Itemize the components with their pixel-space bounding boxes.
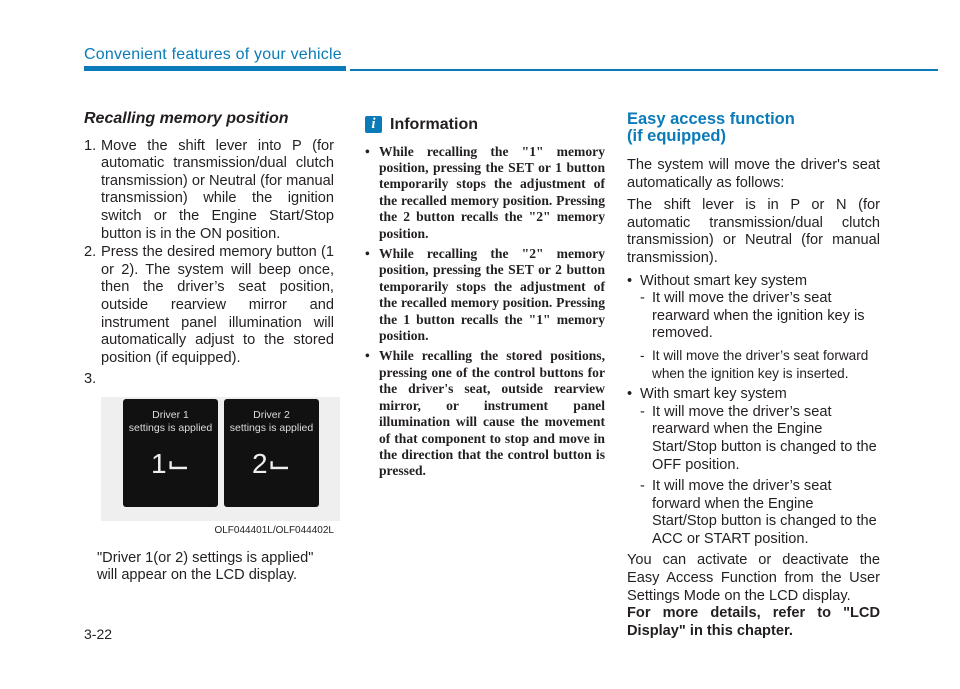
lcd-line: settings is applied: [229, 421, 314, 434]
seat-icon: 1⌙: [150, 447, 191, 479]
step-text: Press the desired memory button (1 or 2). The system will beep once, then the driver’s seat position, outside rearview mirror and instrument panel illumination will automatically adjust to the stored position (if equipped).: [101, 244, 334, 366]
seat-icon: 2⌙: [251, 447, 292, 479]
information-box: [365, 116, 605, 484]
list-item-text: Without smart key system: [640, 272, 808, 289]
sub-item-text: It will move the driver’s seat forward when the ignition key is inserted.: [652, 347, 869, 381]
list-item-text: While recalling the "2" memory position, pressing the SET or 2 button temporarily stops the adjustment of the recalled memory position. Pressing the 1 button recalls the "1" memory position.: [379, 246, 605, 344]
list-item-text: With smart key system: [640, 386, 787, 403]
lcd-line: Driver 2: [253, 408, 290, 421]
header-rule: [350, 69, 938, 71]
section-header: Convenient features of your vehicle: [84, 46, 342, 63]
information-title: Information: [390, 116, 478, 133]
lcd-line: settings is applied: [128, 421, 213, 434]
heading-line: Easy access function: [627, 110, 795, 128]
information-list: [365, 144, 605, 480]
list-item: • While recalling the "2" memory position, pressing the SET or 2 button temporarily stops the adjustment of the recalled memory position. Pressing the 1 button recalls the "1" memory position.: [365, 246, 605, 344]
lcd-line: Driver 1: [152, 408, 189, 421]
left-column: [84, 110, 334, 585]
memory-digit: 1: [150, 447, 167, 479]
step-number: 3.: [84, 371, 97, 388]
right-column: [627, 111, 880, 645]
memory-digit: 2: [251, 447, 268, 479]
lcd-panel-driver-2: [224, 399, 319, 507]
paragraph: The system will move the driver's seat automatically as follows:: [627, 157, 880, 191]
paragraph-bold: For more details, refer to "LCD Display" in this chapter.: [627, 605, 880, 639]
page-number: 3-22: [84, 626, 113, 642]
step-note: "Driver 1(or 2) settings is applied" will appear on the LCD display.: [97, 549, 314, 584]
header-bar: [84, 66, 346, 71]
list-item: • While recalling the stored positions, pressing one of the control buttons for the driver's seat, outside rearview mirror, or instrument panel illumination will cause the movement of that component to stop and move in the direction that the control button is pressed.: [365, 348, 605, 479]
info-icon: i: [365, 116, 382, 133]
heading-line: (if equipped): [627, 127, 726, 145]
sub-item: - It will move the driver’s seat forward when the Engine Start/Stop button is changed to the ACC or START position.: [640, 478, 880, 548]
list-item: • While recalling the "1" memory position, pressing the SET or 1 button temporarily stops the adjustment of the recalled memory position. Pressing the 2 button recalls the "2" memory position.: [365, 143, 605, 241]
sub-item-text: It will move the driver’s seat rearward when the ignition key is removed.: [652, 290, 865, 342]
paragraph: You can activate or deactivate the Easy Access Function from the User Settings Mode on the LCD display.: [627, 552, 880, 604]
sub-item-text: It will move the driver’s seat rearward when the Engine Start/Stop button is changed to the OFF position.: [652, 403, 877, 473]
section-heading: [627, 111, 880, 145]
list-item: • Without smart key system: [627, 272, 808, 289]
list-item-text: While recalling the stored positions, pressing one of the control buttons for the driver's seat, outside rearview mirror, or instrument panel illumination will cause the movement of that component to stop and move in the direction that the control button is pressed.: [379, 348, 605, 479]
step-number: 1.: [84, 137, 97, 154]
paragraph: The shift lever is in P or N (for automatic transmission/dual clutch transmission) or Neutral (for manual transmission).: [627, 197, 880, 266]
figure-caption: OLF044401L/OLF044402L: [214, 524, 334, 536]
sub-item: - It will move the driver’s seat rearward when the Engine Start/Stop button is changed to the OFF position.: [640, 404, 880, 474]
sub-item-text: It will move the driver’s seat forward when the Engine Start/Stop button is changed to the ACC or START position.: [652, 478, 877, 547]
step-number: 2.: [84, 244, 97, 261]
step-text: Move the shift lever into P (for automatic transmission/dual clutch transmission) or Neutral (for manual transmission) while the ignition switch or the Engine Start/Stop button is in the ON position.: [101, 137, 334, 242]
list-item-text: While recalling the "1" memory position, pressing the SET or 1 button temporarily stops the adjustment of the recalled memory position. Pressing the 2 button recalls the "2" memory position.: [379, 143, 605, 241]
sub-item: - It will move the driver’s seat forward when the ignition key is inserted.: [640, 347, 880, 382]
step: [84, 244, 334, 367]
step: [84, 371, 334, 389]
information-heading: [365, 116, 605, 134]
list-item: • With smart key system: [627, 386, 787, 403]
step: [84, 138, 334, 244]
lcd-panel-driver-1: [123, 399, 218, 507]
lcd-figure: [101, 397, 340, 521]
sub-item: - It will move the driver’s seat rearward when the ignition key is removed.: [640, 290, 880, 343]
section-heading: Recalling memory position: [84, 110, 289, 127]
